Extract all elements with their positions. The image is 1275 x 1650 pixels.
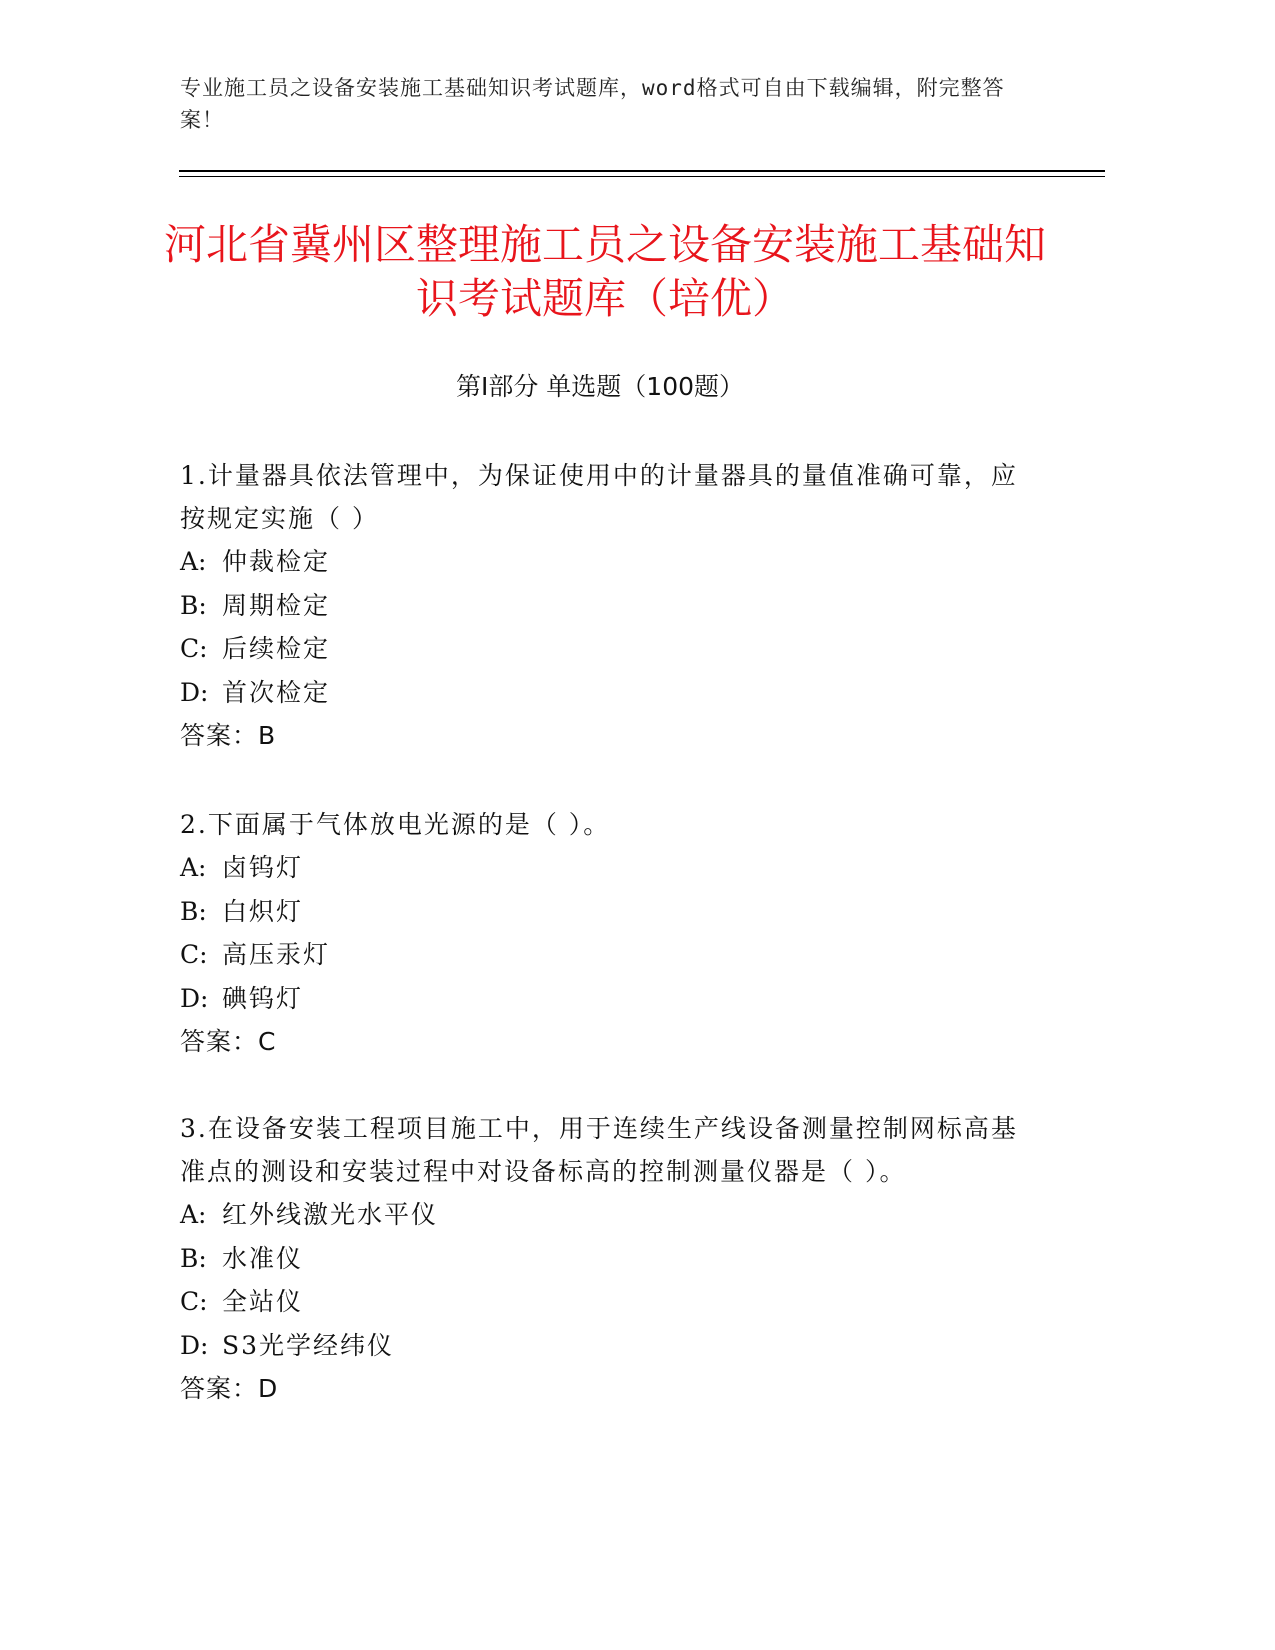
option-d <box>180 1324 1040 1368</box>
option-text: 碘钨灯 <box>222 983 304 1013</box>
question-3 <box>180 1107 1040 1411</box>
option-text: 周期检定 <box>222 590 331 620</box>
option-text: 卤钨灯 <box>222 853 304 882</box>
option-key: D: <box>180 983 209 1013</box>
header-divider-thick <box>179 170 1105 172</box>
question-1 <box>180 454 1040 758</box>
option-a <box>180 540 1040 584</box>
option-text: 仲裁检定 <box>222 547 331 576</box>
header-note: 专业施工员之设备安装施工基础知识考试题库，word格式可自由下载编辑，附完整答案！ <box>180 76 1005 132</box>
option-text: 红外线激光水平仪 <box>222 1200 439 1229</box>
option-text: 水准仪 <box>222 1243 304 1273</box>
answer: 答案：D <box>180 1374 279 1403</box>
option-b <box>180 584 1040 628</box>
option-key: C: <box>180 940 208 969</box>
question-stem: 2.下面属于气体放电光源的是（ ）。 <box>180 810 611 839</box>
option-key: B: <box>180 590 207 620</box>
option-key: B: <box>180 1243 207 1273</box>
option-key: B: <box>180 896 207 926</box>
option-a <box>180 1193 1040 1237</box>
option-c <box>180 1280 1040 1324</box>
option-key: C: <box>180 634 208 663</box>
option-key: A: <box>180 547 207 576</box>
section-title: 第Ⅰ部分 单选题（100题） <box>455 372 745 401</box>
option-key: D: <box>180 677 209 707</box>
option-text: 白炽灯 <box>222 896 304 926</box>
option-key: C: <box>180 1287 208 1316</box>
option-key: D: <box>180 1330 209 1360</box>
option-key: A: <box>180 1200 207 1229</box>
option-c <box>180 933 1040 977</box>
question-stem: 3.在设备安装工程项目施工中，用于连续生产线设备测量控制网标高基准点的测设和安装过程中对设备标高的控制测量仪器是（ ）。 <box>180 1114 1018 1186</box>
option-b <box>180 890 1040 934</box>
option-text: 全站仪 <box>222 1287 304 1316</box>
option-d <box>180 977 1040 1021</box>
option-b <box>180 1237 1040 1281</box>
answer: 答案：C <box>180 1027 277 1056</box>
option-text: 高压汞灯 <box>222 940 331 969</box>
answer: 答案：B <box>180 721 277 750</box>
header-divider-thin <box>179 176 1105 177</box>
option-a <box>180 846 1040 890</box>
option-c <box>180 627 1040 671</box>
option-d <box>180 671 1040 715</box>
option-text: 后续检定 <box>222 634 331 663</box>
question-stem: 1.计量器具依法管理中，为保证使用中的计量器具的量值准确可靠，应按规定实施（ ） <box>180 461 1018 533</box>
question-2 <box>180 803 1040 1064</box>
option-text: S3光学经纬仪 <box>222 1330 395 1360</box>
document-title: 河北省冀州区整理施工员之设备安装施工基础知识考试题库（培优） <box>163 220 1046 323</box>
option-text: 首次检定 <box>222 677 331 707</box>
option-key: A: <box>180 853 207 882</box>
